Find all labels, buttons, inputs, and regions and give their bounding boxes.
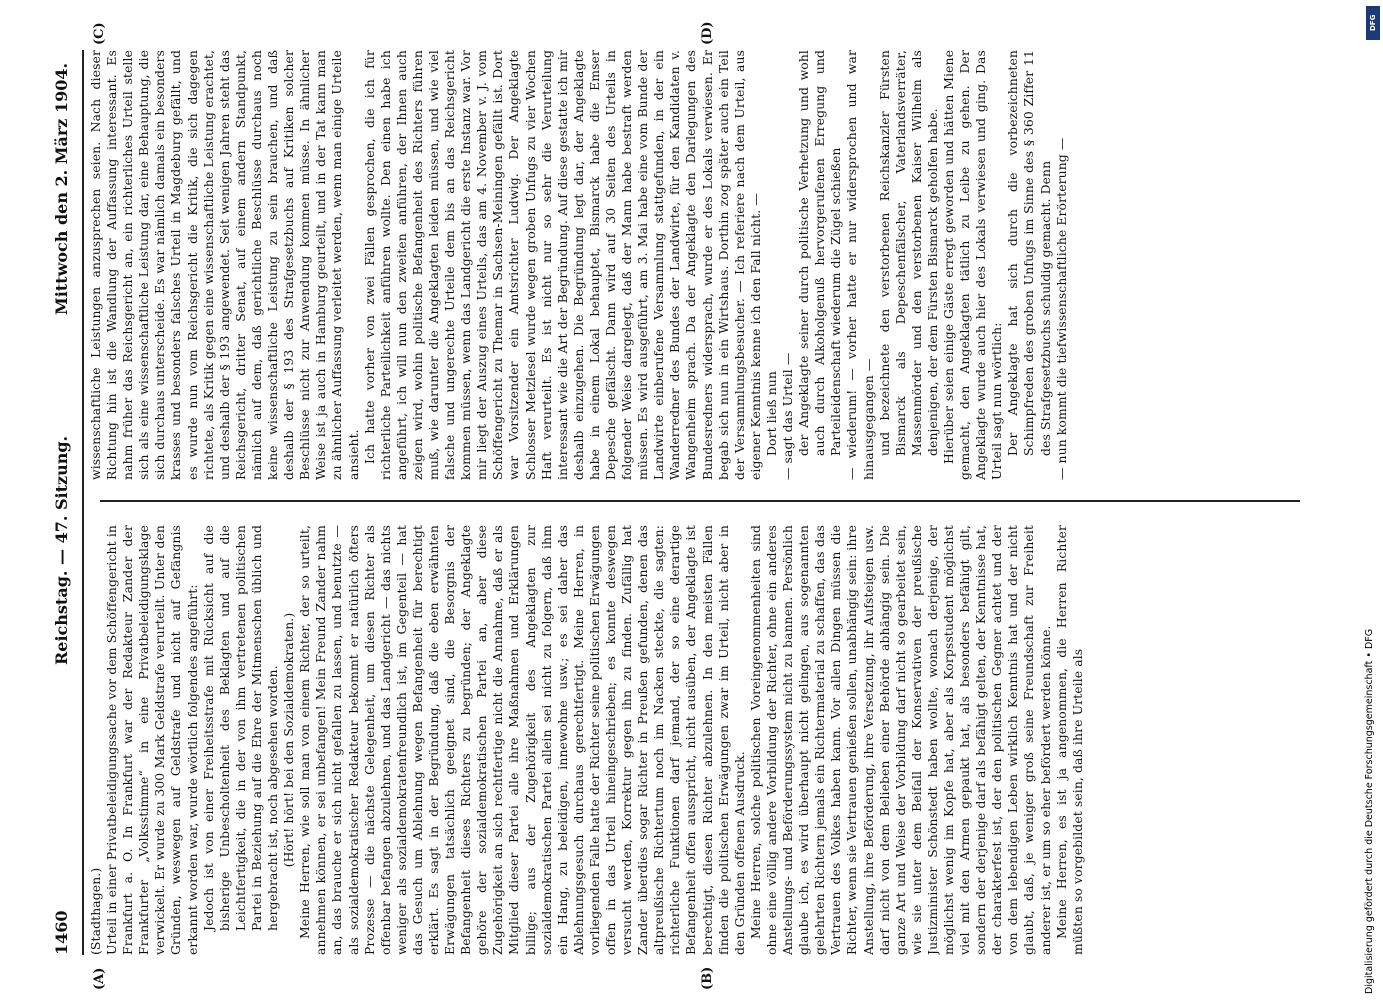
aside: — sagt das Urteil — bbox=[780, 352, 796, 480]
aside: — nun kommt die tiefwissenschaftliche Erörterung — bbox=[1053, 137, 1069, 480]
margin-letter-b: (B) bbox=[700, 966, 715, 990]
header-rule bbox=[82, 50, 84, 955]
paragraph: Meine Herren, es ist ja angenommen, die Herren Richter müßten so vorgebildet sein, daß ihre Urteile als bbox=[1053, 525, 1085, 955]
paragraph: Hierüber seien einige Gäste erregt geworden und hätten Miene gemacht, den Angeklagten tätlich zu Leibe zu gehen. Der Angeklagte wurde auch hier des Lokals verwiesen und ging. Das Urteil sagt nun wörtlich: bbox=[940, 50, 1005, 480]
margin-letter-d: (D) bbox=[700, 21, 715, 45]
paragraph: wissenschaftliche Leistungen anzusprechen seien. Nach dieser Richtung hin ist die Wandlung der Auffassung interessant. Es nahm früher das Reichsgericht an, ein richterliches Urteil stelle sich als eine wissenschaftliche Leistung dar, eine Behauptung, die sich durchaus unterscheide. Es war nämlich damals ein besonders krasses und besonders falsches Urteil in Magdeburg gefällt, und es wurde nun vom Reichsgericht die Kritik, die sich dagegen richtete, als Kritik gegen eine wissenschaftliche Leistung erachtet, und deshalb der § 193 angewendet. Seit wenigen Jahren steht das Reichsgericht, dritter Senat, auf einem andern Standpunkt, nämlich auf dem, daß gerichtliche Beschlüsse durchaus noch keine wissenschaftliche Leistung zu sein brauchen, und daß deshalb der § 193 des Strafgesetzbuchs auf Kritiken solcher Beschlüsse nicht zur Anwendung kommen müsse. In ähnlicher Weise ist ja auch in Hamburg geurteilt, und in der Tat kann man zu ähnlicher Auffassung verleitet werden, wenn man einige Urteile ansieht. bbox=[88, 50, 361, 480]
right-text-column bbox=[88, 50, 1298, 480]
quoted-passage: Dort ließ nun bbox=[763, 371, 779, 456]
speaker-note: (Stadthagen.) bbox=[88, 867, 103, 955]
margin-letter-c: (C) bbox=[92, 22, 107, 45]
paragraph: Urteil in einer Privatbeleidigungssache vor dem Schöffengericht in Frankfurt a. O. In Frankfurt war der Redakteur Zander der Frankfurter „Volksstimme“ in eine Privatbeleidigungsklage verwickelt. Er wurde zu 300 Mark Geldstrafe verurteilt. Unter den Gründen, weswegen auf Geldstrafe und nicht auf Gefängnis erkannt worden war, wurde wörtlich folgendes angeführt: bbox=[104, 525, 200, 955]
column-divider bbox=[100, 500, 1300, 502]
page-header bbox=[48, 35, 78, 955]
paragraph: Ich hatte vorher von zwei Fällen gesprochen, die ich für richterliche Parteilichkeit anführen wollte. Den einen habe ich angeführt, ich will nun den zweiten anführen, der Ihnen auch zeigen wird, wohin politische Befangenheit des Richters führen muß, wie darunter die Angeklagten leiden müssen, und wie viel falsche und ungerechte Urteile dem bis an das Reichsgericht kommen müssen, wenn das Landgericht die erste Instanz war. Vor mir liegt der Auszug eines Urteils, das am 4. November v. J. vom Schöffengericht zu Themar in Sachsen-Meiningen gefällt ist. Dort war Vorsitzender ein Amtsrichter Ludwig. Der Angeklagte Schlosser Metzlesel wurde wegen groben Unfugs zu vier Wochen Haft verurteilt. Es ist nicht nur so sehr die Verurteilung interessant wie die Art der Begründung. Auf diese gestatte ich mir deshalb einzugehen. Die Begründung legt dar, der Angeklagte habe in einem Lokal behauptet, Bismarck habe die Emser Depesche gefälscht. Dann wird auf 30 Seiten des Urteils in folgender Weise dargelegt, daß der Mann habe bestraft werden müssen. Es wird ausgeführt, am 3. Mai habe eine vom Bunde der Landwirte einberufene Versammlung stattgefunden, in der ein Wanderredner des Bundes der Landwirte, für den Kandidaten v. Wangenheim sprach. Da der Angeklagte den Darlegungen des Bundesredners widersprach, wurde er des Lokals verwiesen. Er begab sich nun in ein Wirtshaus. Dorthin zog später auch ein Teil der Versammlungsbesucher. — Ich referiere nach dem Urteil, aus eigener Kenntnis kenne ich den Fall nicht. — bbox=[361, 50, 763, 480]
interjection: (Hört! hört! bei den Sozialdemokraten.) bbox=[281, 612, 297, 868]
quoted-passage: Jedoch ist von einer Freiheitsstrafe mit Rücksicht auf die bisherige Unbescholtenheit des Beklagten und auf die Leichtfertigkeit, die in der von ihm vertretenen politischen Partei in Beziehung auf die Ehre der Mitmenschen üblich und hergebracht ist, noch abgesehen worden. bbox=[200, 525, 281, 931]
paragraph: Meine Herren, solche politischen Voreingenommenheiten sind ohne eine völlig andere Vorbildung der Richter, ohne ein anderes Anstellungs- und Beförderungssystem nicht zu bannen. Persönlich glaube ich, es wird überhaupt nicht gelingen, aus sogenannten gelehrten Richtern jemals ein Richtermaterial zu schaffen, das das Vertrauen des Volkes haben kann. Vor allen Dingen müssen die Richter, wenn sie Vertrauen genießen sollen, unabhängig sein: ihre Anstellung, ihre Beförderung, ihre Versetzung, ihr Aufsteigen usw. darf nicht von dem Belieben einer Behörde abhängig sein. Die ganze Art und Weise der Vorbildung darf nicht so gearbeitet sein, wie sie unter dem Beifall der Konservativen der preußische Justizminister Schönstedt haben wollte, wonach derjenige, der möglichst wenig im Kopfe hat, aber als Korpsstudent möglichst viel mit den Armen gepaukt hat, als besonders befähigt gilt, sondern der derjenige darf als befähigt gelten, der Kenntnisse hat, der charakterfest ist, der den politischen Gegner achtet und der von dem lebendigen Leben wirklich Kenntnis hat und der nicht glaubt, daß, je weniger groß seine Freundschaft zur Freiheit anderer ist, er um so eher befördert werden könne. bbox=[747, 525, 1053, 955]
quoted-passage: Der Angeklagte hat sich durch die vorbezeichneten Schimpfreden des groben Unfugs im Sinne des § 360 Ziffer 11 des Strafgesetzbuchs schuldig gemacht. Denn bbox=[1005, 50, 1053, 456]
quoted-passage: und bezeichnete den verstorbenen Reichskanzler Fürsten Bismarck als Depeschenfälscher, Vaterlandsverräter, Massenmörder und den verstorbenen Kaiser Wilhelm als denjenigen, der dem Fürsten Bismarck geholfen habe. bbox=[876, 50, 940, 456]
aside: — wiederum! — vorher hatte er nur widersprochen und war hinausgegangen — bbox=[844, 50, 876, 480]
left-text-column bbox=[88, 525, 1298, 955]
page-number: 1460 bbox=[52, 910, 71, 955]
margin-letter-a: (A) bbox=[92, 967, 107, 990]
paragraph: Meine Herren, wie soll man von einem Richter, der so urteilt, annehmen können, er sei unbefangen! Mein Freund Zander nahm an, das brauche er sich nicht gefallen zu lassen, und benutzte — als sozialdemokratischer Redakteur bekommt er natürlich öfters Prozesse — die nächste Gelegenheit, um diesen Richter als offenbar befangen abzulehnen, und das Landgericht — das nichts weniger als sozialdemokratenfreundlich ist, im Gegenteil — hat das Gesuch um Ablehnung wegen Befangenheit für berechtigt erklärt. Es sagt in der Begründung, daß die eben erwähnten Erwägungen tatsächlich geeignet sind, die Besorgnis der Befangenheit dieses Richters zu begründen; der Angeklagte gehöre der sozialdemokratischen Partei an, aber diese Zugehörigkeit an sich rechtfertige nicht die Annahme, daß er als Mitglied dieser Partei alle ihre Maßnahmen und Erklärungen billige; aus der Zugehörigkeit des Angeklagten zur sozialdemokratischen Partei allein sei nicht zu folgern, daß ihm ein Hang, zu beleidigen, innewohne usw.; es sei daher das Ablehnungsgesuch durchaus gerechtfertigt. Meine Herren, in vorliegenden Falle hatte der Richter seine politischen Erwägungen offen in das Urteil hineingeschrieben; es konnte deswegen versucht werden, Korrektur gegen ihn zu finden. Zufällig hat Zander überdies sogar Richter in Preußen gefunden, denen das altpreußische Richtertum noch im Nacken steckte, die sagten: richterliche Funktionen darf jemand, der so eine derartige Befangenheit offen ausspricht, nicht ausüben, der Angeklagte ist berechtigt, diesen Richter abzulehnen. In den meisten Fällen finden die politischen Erwägungen zwar im Urteil, nicht aber in den Gründen offenen Ausdruck. bbox=[297, 525, 747, 955]
digitization-credit: Digitalisierung gefördert durch die Deutsche Forschungsgemeinschaft • DFG bbox=[1364, 628, 1375, 994]
quoted-passage: der Angeklagte seiner durch politische Verhetzung und wohl auch durch Alkoholgenuß hervorgerufenen Erregung und Parteileidenschaft wiederum die Zügel schießen bbox=[796, 50, 844, 456]
dfg-logo: DFG bbox=[1366, 6, 1380, 40]
session-title: Reichstag. — 47. Sitzung. bbox=[52, 435, 71, 665]
session-date: Mittwoch den 2. März 1904. bbox=[52, 62, 71, 315]
